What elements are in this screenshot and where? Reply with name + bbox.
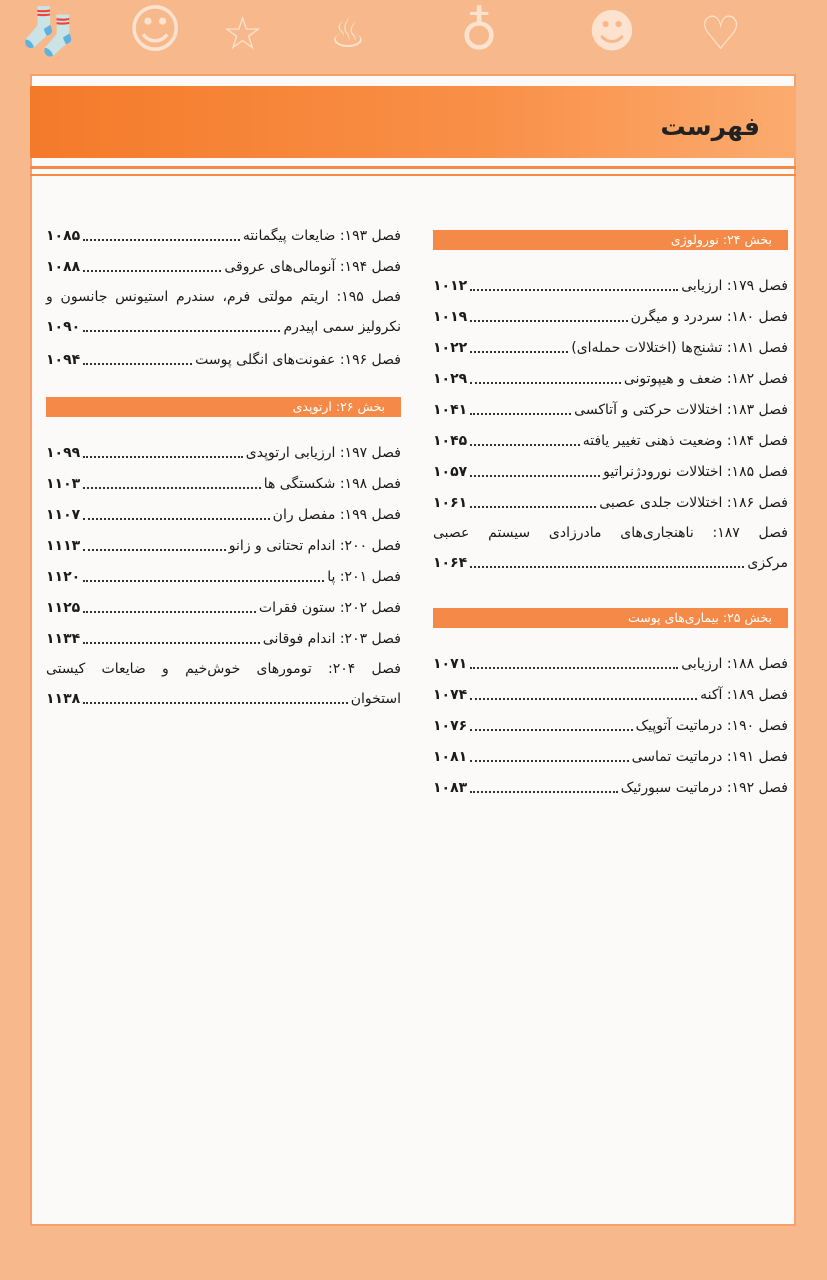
toc-entry: فصل ۱۹۴: آنومالی‌های عروقی ۱۰۸۸ [46, 259, 401, 275]
toc-entry: فصل ۱۸۴: وضعیت ذهنی تغییر یافته ۱۰۴۵ [433, 433, 788, 449]
toc-entry: فصل ۱۸۹: آکنه ۱۰۷۴ [433, 687, 788, 703]
smiley-icon: ☺ [128, 0, 183, 60]
toc-entry: فصل ۱۹۲: درماتیت سبورئیک ۱۰۸۳ [433, 780, 788, 796]
toc-entry: فصل ۲۰۱: پا ۱۱۲۰ [46, 569, 401, 585]
toc-entry: فصل ۱۷۹: ارزیابی ۱۰۱۲ [433, 278, 788, 294]
toc-entry: فصل ۱۹۷: ارزیابی ارتوپدی ۱۰۹۹ [46, 445, 401, 461]
page-title: فهرست [660, 112, 760, 141]
section-heading: بخش ۲۵: بیماری‌های پوست [433, 608, 788, 628]
toc-entry: فصل ۱۹۳: ضایعات پیگمانته ۱۰۸۵ [46, 228, 401, 244]
toc-entry: فصل ۱۸۰: سردرد و میگرن ۱۰۱۹ [433, 309, 788, 325]
toc-entry-multiline: فصل ۲۰۴: تومورهای خوش‌خیم و ضایعات کیستی استخوان ۱۱۳۸ [46, 661, 401, 707]
toc-right-column [433, 222, 788, 799]
baby-face-icon: ☻ [588, 4, 636, 58]
toc-entry: فصل ۱۸۸: ارزیابی ۱۰۷۱ [433, 656, 788, 672]
toc-entry: فصل ۱۹۶: عفونت‌های انگلی پوست ۱۰۹۴ [46, 352, 401, 368]
bib-icon: ♡ [700, 6, 742, 60]
sock-icon: 🧦 [20, 4, 78, 58]
section-heading: بخش ۲۴: نورولوژی [433, 230, 788, 250]
toc-entry: فصل ۱۸۵: اختلالات نورودژنراتیو ۱۰۵۷ [433, 464, 788, 480]
toc-entry: فصل ۱۹۸: شکستگی ها ۱۱۰۳ [46, 476, 401, 492]
toc-left-column [46, 216, 401, 712]
toc-entry-multiline: فصل ۱۸۷: ناهنجاری‌های مادرزادی سیستم عصبی مرکزی ۱۰۶۴ [433, 525, 788, 571]
toc-entry: فصل ۱۸۳: اختلالات حرکتی و آتاکسی ۱۰۴۱ [433, 402, 788, 418]
star-icon: ☆ [222, 6, 264, 60]
toc-entry-multiline: فصل ۱۹۵: اریتم مولتی فرم، سندرم استیونس جانسون و نکرولیز سمی اپیدرم ۱۰۹۰ [46, 289, 401, 335]
toc-entry: فصل ۲۰۰: اندام تحتانی و زانو ۱۱۱۳ [46, 538, 401, 554]
toc-entry: فصل ۱۸۲: ضعف و هیپوتونی ۱۰۲۹ [433, 371, 788, 387]
header-rule-thin [30, 174, 796, 176]
toc-entry: فصل ۱۹۰: درماتیت آتوپیک ۱۰۷۶ [433, 718, 788, 734]
section-heading: بخش ۲۶: ارتوپدی [46, 397, 401, 417]
onesie-icon: ♁ [460, 2, 499, 62]
toc-entry: فصل ۱۹۹: مفصل ران ۱۱۰۷ [46, 507, 401, 523]
toc-entry: فصل ۱۸۱: تشنج‌ها (اختلالات حمله‌ای) ۱۰۲۲ [433, 340, 788, 356]
toc-entry: فصل ۱۸۶: اختلالات جلدی عصبی ۱۰۶۱ [433, 495, 788, 511]
toc-entry: فصل ۱۹۱: درماتیت تماسی ۱۰۸۱ [433, 749, 788, 765]
page-frame [30, 74, 796, 1226]
cupcake-icon: ♨ [330, 11, 366, 57]
toc-entry: فصل ۲۰۲: ستون فقرات ۱۱۲۵ [46, 600, 401, 616]
header-rule [30, 166, 796, 169]
toc-entry: فصل ۲۰۳: اندام فوقانی ۱۱۳۴ [46, 631, 401, 647]
